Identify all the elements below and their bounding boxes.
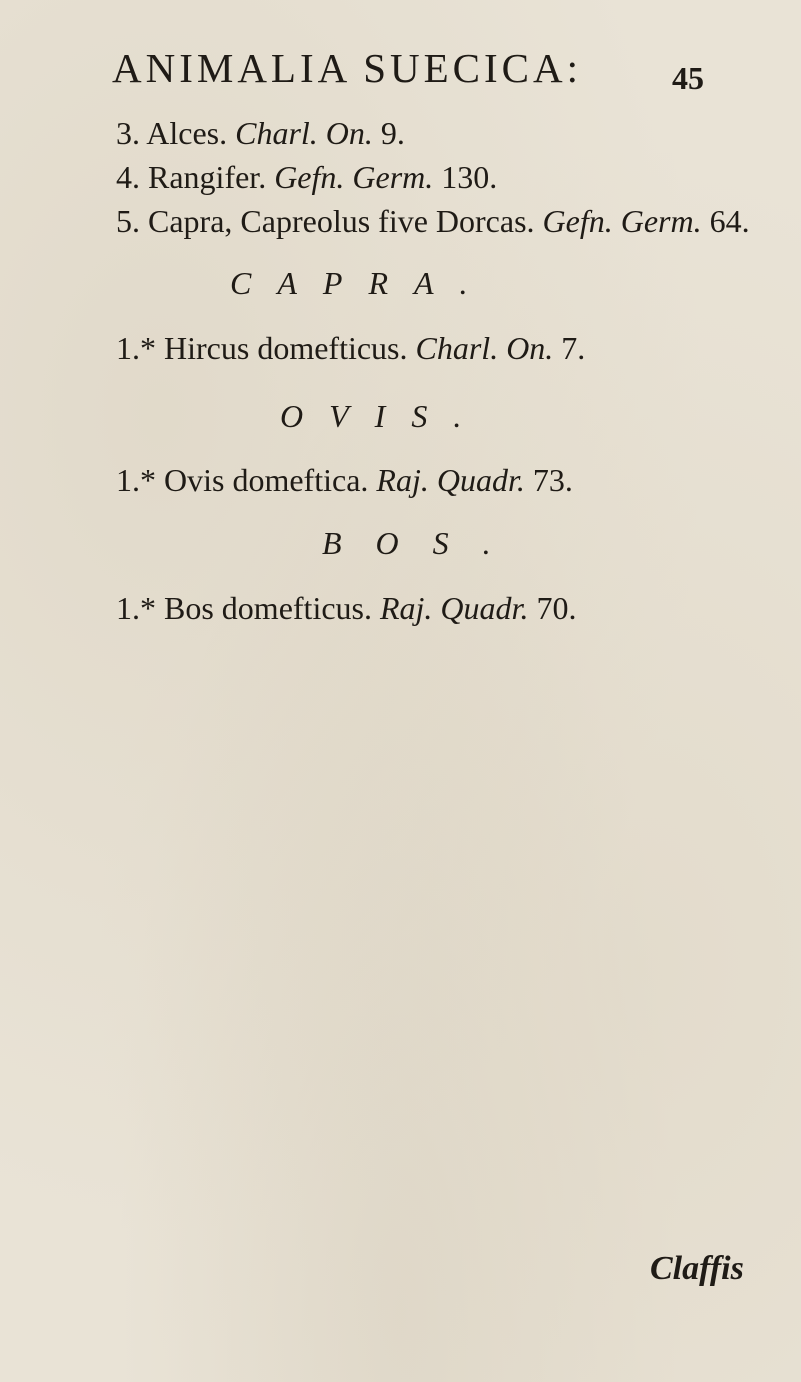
page-number: 45 <box>672 60 704 96</box>
entry-capra <box>116 203 750 240</box>
section-heading-bos: BOS. <box>322 525 525 561</box>
entry-page: 7. <box>561 330 586 366</box>
catchword: Claffis <box>650 1250 744 1287</box>
entry-name: Hircus domefticus. <box>164 330 408 366</box>
entry-hircus <box>116 330 585 367</box>
entry-page: 64. <box>709 203 750 239</box>
entry-reference: Charl. On. <box>235 115 373 151</box>
entry-page: 70. <box>536 590 577 626</box>
entry-reference: Raj. Quadr. <box>379 590 529 626</box>
entry-page: 130. <box>441 159 498 195</box>
entry-reference: Gefn. Germ. <box>542 203 702 239</box>
entry-number: 3. <box>116 115 140 151</box>
entry-number: 5. <box>116 203 140 239</box>
entry-number: 1.* <box>116 462 156 498</box>
section-heading-ovis: OVIS. <box>280 398 488 434</box>
section-heading-capra: CAPRA. <box>230 265 494 301</box>
running-title: ANIMALIA SUECICA: <box>112 45 583 91</box>
entry-rangifer <box>116 159 497 196</box>
entry-number: 1.* <box>116 330 156 366</box>
entry-name: Bos domefticus. <box>164 590 372 626</box>
entry-number: 4. <box>116 159 140 195</box>
entry-bos <box>116 590 576 627</box>
entry-reference: Gefn. Germ. <box>274 159 434 195</box>
entry-name: Capra, Capreolus five Dorcas. <box>148 203 535 239</box>
entry-name: Rangifer. <box>148 159 267 195</box>
entry-name: Alces. <box>146 115 228 151</box>
entry-reference: Raj. Quadr. <box>376 462 525 498</box>
entry-name: Ovis domeftica. <box>164 462 369 498</box>
entry-number: 1.* <box>116 590 156 626</box>
entry-page: 73. <box>532 462 573 498</box>
entry-page: 9. <box>380 115 405 151</box>
entry-reference: Charl. On. <box>415 330 554 366</box>
entry-ovis <box>116 462 573 499</box>
entry-alces <box>116 115 405 152</box>
page-header <box>0 40 801 100</box>
